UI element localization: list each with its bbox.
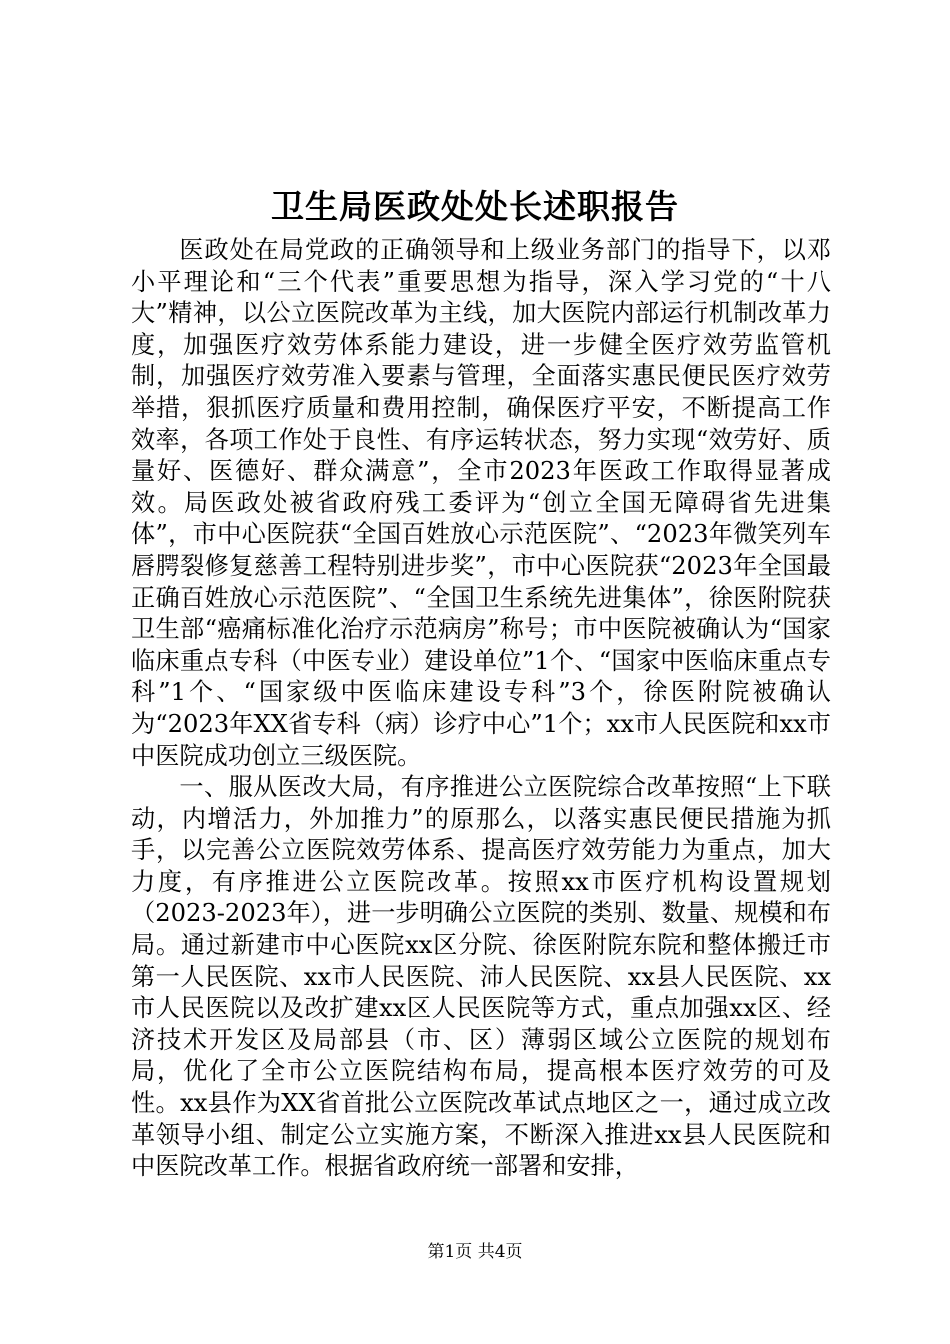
document-body: [131, 235, 831, 1183]
page-footer: 第1页 共4页: [427, 1242, 523, 1262]
paragraph-intro: 医政处在局党政的正确领导和上级业务部门的指导下，以邓小平理论和“三个代表”重要思想为指导，深入学习党的“十八大”精神，以公立医院改革为主线，加大医院内部运行机制改革力度，加强医疗效劳体系能力建设，进一步健全医疗效劳监管机制，加强医疗效劳准入要素与管理，全面落实惠民便民医疗效劳举措，狠抓医疗质量和费用控制，确保医疗平安，不断提高工作效率，各项工作处于良性、有序运转状态，努力实现“效劳好、质量好、医德好、群众满意”，全市2023年医政工作取得显著成效。局医政处被省政府残工委评为“创立全国无障碍省先进集体”，市中心医院获“全国百姓放心示范医院”、“2023年微笑列车唇腭裂修复慈善工程特别进步奖”，市中心医院获“2023年全国最正确百姓放心示范医院”、“全国卫生系统先进集体”，徐医附院获卫生部“癌痛标准化治疗示范病房”称号；市中医院被确认为“国家临床重点专科（中医专业）建设单位”1个、“国家中医临床重点专科”1个、“国家级中医临床建设专科”3个，徐医附院被确认为“2023年XX省专科（病）诊疗中心”1个；xx市人民医院和xx市中医院成功创立三级医院。: [131, 236, 831, 770]
paragraph-section-one: 一、服从医改大局，有序推进公立医院综合改革按照“上下联动，内增活力，外加推力”的原那么，以落实惠民便民措施为抓手，以完善公立医院效劳体系、提高医疗效劳能力为重点，加大力度，有序推进公立医院改革。按照xx市医疗机构设置规划（2023-2023年），进一步明确公立医院的类别、数量、规模和布局。通过新建市中心医院xx区分院、徐医附院东院和整体搬迁市第一人民医院、xx市人民医院、沛人民医院、xx县人民医院、xx市人民医院以及改扩建xx区人民医院等方式，重点加强xx区、经济技术开发区及局部县（市、区）薄弱区域公立医院的规划布局，优化了全市公立医院结构布局，提高根本医疗效劳的可及性。xx县作为XX省首批公立医院改革试点地区之一，通过成立改革领导小组、制定公立实施方案，不断深入推进xx县人民医院和中医院改革工作。根据省政府统一部署和安排，: [131, 773, 831, 1181]
document-title: 卫生局医政处处长述职报告: [271, 187, 679, 226]
